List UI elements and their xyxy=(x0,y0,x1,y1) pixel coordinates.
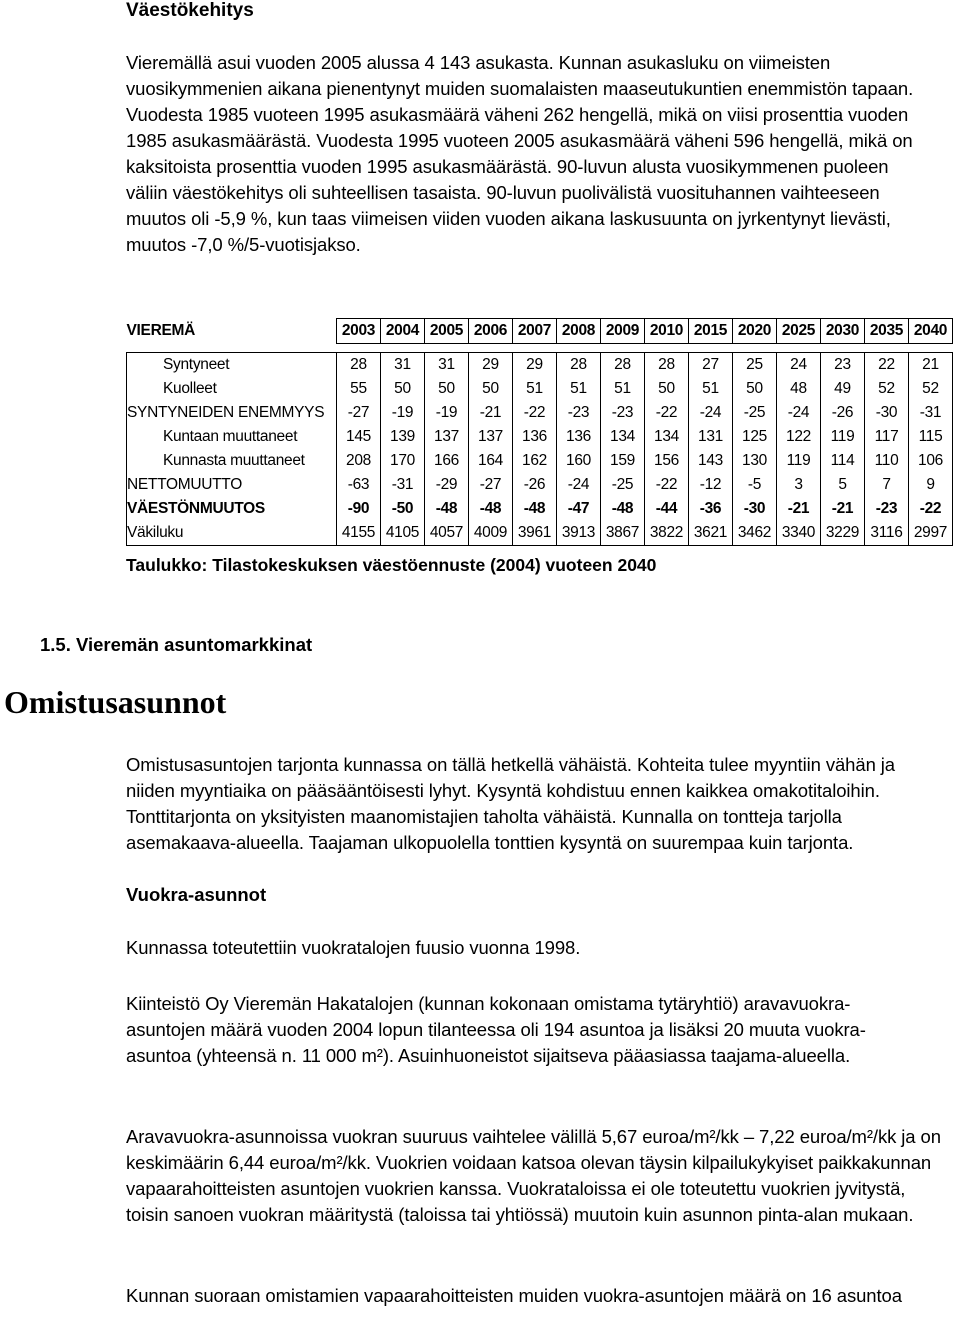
section-title: Väestökehitys xyxy=(126,0,254,21)
year-header: 2025 xyxy=(777,319,821,344)
row-label: Syntyneet xyxy=(127,353,337,378)
table-cell: 139 xyxy=(381,425,425,449)
paragraph-text: Vieremällä asui vuoden 2005 alussa 4 143 asukasta. Kunnan asukasluku on viimeisten vuosikymmenien aikana pienentynyt muiden suomalaisten maaseutukuntien enemmistön tapaan. Vuodesta 1985 vuoteen 1995 asukasmäärä väheni 262 hengellä, mikä on viisi prosenttia vuoden 1985 asukasmäärästä. Vuodesta 1995 vuoteen 2005 asukasmäärä väheni 596 hengellä, mikä on kaksitoista prosenttia vuoden 1995 asukasmäärästä. 90-luvun alusta vuosikymmenen puoleen väliin väestökehitys oli suhteellisen tasaista. 90-luvun puolivälistä vuosituhannen vaihteeseen muutos oli -5,9 %, kun taas viimeisen viiden vuoden aikana laskusuunta on jyrkentynyt lievästi, muutos -7,0 %/5-vuotisjakso. xyxy=(126,52,914,255)
table-header-label: VIEREMÄ xyxy=(126,322,196,339)
table-cell: 29 xyxy=(513,353,557,378)
table-cell: -19 xyxy=(425,401,469,425)
table-cell: 3 xyxy=(777,473,821,497)
table-header-row xyxy=(127,319,953,344)
row-label: VÄESTÖNMUUTOS xyxy=(127,497,337,521)
table-row xyxy=(127,449,953,473)
table-cell: -50 xyxy=(381,497,425,521)
paragraph-text: Kiinteistö Oy Vieremän Hakatalojen (kunnan kokonaan omistama tytäryhtiö) aravavuokra-asuntojen määrä vuoden 2004 lopun tilanteessa oli 194 asuntoa ja lisäksi 20 muuta vuokra-asuntoa (yhteensä n. 11 000 m²). Asuinhuoneistot sijaitseva pääasiassa taajama-alueella. xyxy=(126,993,866,1066)
table-row xyxy=(127,473,953,497)
table-cell: 166 xyxy=(425,449,469,473)
year-header: 2008 xyxy=(557,319,601,344)
table-cell: 3462 xyxy=(733,521,777,546)
population-table xyxy=(126,318,953,546)
table-row xyxy=(127,377,953,401)
row-label: SYNTYNEIDEN ENEMMYYS xyxy=(127,401,337,425)
table-cell: 2997 xyxy=(909,521,953,546)
year-header: 2005 xyxy=(425,319,469,344)
row-label: Kuolleet xyxy=(127,377,337,401)
table-cell: 122 xyxy=(777,425,821,449)
table-cell: 4105 xyxy=(381,521,425,546)
table-cell: -22 xyxy=(513,401,557,425)
table-cell: 51 xyxy=(689,377,733,401)
table-cell: 9 xyxy=(909,473,953,497)
table-row xyxy=(127,425,953,449)
year-header: 2006 xyxy=(469,319,513,344)
table-cell: 22 xyxy=(865,353,909,378)
table-cell: 28 xyxy=(557,353,601,378)
year-header: 2009 xyxy=(601,319,645,344)
table-cell: 162 xyxy=(513,449,557,473)
section-heading: 1.5. Vieremän asuntomarkkinat xyxy=(40,634,313,655)
table-cell: 119 xyxy=(777,449,821,473)
table-cell: 28 xyxy=(601,353,645,378)
table-cell: 115 xyxy=(909,425,953,449)
table-cell: 48 xyxy=(777,377,821,401)
table-cell: 119 xyxy=(821,425,865,449)
paragraph-rental-prices xyxy=(126,1124,941,1228)
table-cell: 143 xyxy=(689,449,733,473)
table-cell: -12 xyxy=(689,473,733,497)
table-cell: 164 xyxy=(469,449,513,473)
table-caption: Taulukko: Tilastokeskuksen väestöennuste (2004) vuoteen 2040 xyxy=(126,555,657,575)
table-cell: 208 xyxy=(337,449,381,473)
table-cell: 49 xyxy=(821,377,865,401)
table-cell: 170 xyxy=(381,449,425,473)
year-header: 2007 xyxy=(513,319,557,344)
table-cell: 3116 xyxy=(865,521,909,546)
paragraph-text: Kunnassa toteutettiin vuokratalojen fuusio vuonna 1998. xyxy=(126,937,581,958)
table-cell: 50 xyxy=(469,377,513,401)
table-row xyxy=(127,353,953,378)
table-cell: 50 xyxy=(733,377,777,401)
table-cell: 4155 xyxy=(337,521,381,546)
table-cell: 25 xyxy=(733,353,777,378)
paragraph-rental-municipal xyxy=(126,1283,916,1309)
year-header: 2020 xyxy=(733,319,777,344)
table-cell: 106 xyxy=(909,449,953,473)
table-cell: -25 xyxy=(733,401,777,425)
paragraph-rental-fusion xyxy=(126,935,926,961)
paragraph-population xyxy=(126,50,926,258)
table-cell: 51 xyxy=(557,377,601,401)
table-cell: 137 xyxy=(425,425,469,449)
table-cell: -25 xyxy=(601,473,645,497)
table-cell: 160 xyxy=(557,449,601,473)
table-cell: 136 xyxy=(513,425,557,449)
table-cell: -48 xyxy=(425,497,469,521)
paragraph-rental-count xyxy=(126,991,916,1069)
table-cell: -21 xyxy=(777,497,821,521)
table-cell: -21 xyxy=(821,497,865,521)
table-cell: 134 xyxy=(645,425,689,449)
table-cell: 21 xyxy=(909,353,953,378)
table-cell: -31 xyxy=(909,401,953,425)
table-cell: 31 xyxy=(425,353,469,378)
table-row xyxy=(127,401,953,425)
table-cell: -31 xyxy=(381,473,425,497)
table-cell: -36 xyxy=(689,497,733,521)
row-label: Kunnasta muuttaneet xyxy=(127,449,337,473)
year-header: 2035 xyxy=(865,319,909,344)
year-header: 2030 xyxy=(821,319,865,344)
table-cell: -24 xyxy=(777,401,821,425)
paragraph-text: Aravavuokra-asunnoissa vuokran suuruus vaihtelee välillä 5,67 euroa/m²/kk – 7,22 euroa/m²/kk ja on keskimäärin 6,44 euroa/m²/kk. Vuokrien voidaan katsoa olevan täysin kilpailukykyiset paikkakunnan vapaarahoitteisten asuntojen vuokrien kanssa. Vuokrataloissa ei ole toteutettu vuokrien jyvitystä, toisin sanoen vuokran määritystä (taloissa tai yhtiössä) muutoin kuin asunnon pinta-alan mukaan. xyxy=(126,1126,941,1225)
table-cell: 31 xyxy=(381,353,425,378)
table-cell: -48 xyxy=(469,497,513,521)
table-cell: -22 xyxy=(645,401,689,425)
table-cell: -24 xyxy=(557,473,601,497)
paragraph-text: Kunnan suoraan omistamien vapaarahoitteisten muiden vuokra-asuntojen määrä on 16 asuntoa xyxy=(126,1285,902,1306)
table-cell: 27 xyxy=(689,353,733,378)
table-cell: -29 xyxy=(425,473,469,497)
year-header: 2004 xyxy=(381,319,425,344)
table-cell: 131 xyxy=(689,425,733,449)
table-cell: 50 xyxy=(425,377,469,401)
table-cell: 134 xyxy=(601,425,645,449)
table-cell: -90 xyxy=(337,497,381,521)
table-cell: 24 xyxy=(777,353,821,378)
table-cell: 51 xyxy=(601,377,645,401)
year-header: 2010 xyxy=(645,319,689,344)
table-cell: 4057 xyxy=(425,521,469,546)
table-cell: -22 xyxy=(645,473,689,497)
year-header: 2015 xyxy=(689,319,733,344)
table-cell: -26 xyxy=(821,401,865,425)
table-cell: -30 xyxy=(865,401,909,425)
table-cell: 28 xyxy=(337,353,381,378)
table-cell: 3229 xyxy=(821,521,865,546)
table-cell: -21 xyxy=(469,401,513,425)
table-cell: 5 xyxy=(821,473,865,497)
paragraph-ownership xyxy=(126,752,926,856)
table-cell: -27 xyxy=(337,401,381,425)
table-cell: -19 xyxy=(381,401,425,425)
table-cell: -26 xyxy=(513,473,557,497)
table-cell: 110 xyxy=(865,449,909,473)
table-row xyxy=(127,497,953,521)
table-cell: -5 xyxy=(733,473,777,497)
table-cell: 52 xyxy=(865,377,909,401)
table-cell: 159 xyxy=(601,449,645,473)
table-cell: 125 xyxy=(733,425,777,449)
table-cell: 52 xyxy=(909,377,953,401)
table-cell: -48 xyxy=(601,497,645,521)
table-cell: 4009 xyxy=(469,521,513,546)
table-body xyxy=(127,353,953,546)
year-header: 2040 xyxy=(909,319,953,344)
paragraph-text: Omistusasuntojen tarjonta kunnassa on tällä hetkellä vähäistä. Kohteita tulee myyntiin vähän ja niiden myyntiaika on pääsääntöisesti lyhyt. Kysyntä kohdistuu ennen kaikkea omakotitaloihin. Tonttitarjonta on yksityisten maanomistajien taholta vähäistä. Kunnalla on tontteja tarjolla asemakaava-alueella. Taajaman ulkopuolella tonttien kysyntä on suurempaa kuin tarjonta. xyxy=(126,754,895,853)
table-cell: -23 xyxy=(865,497,909,521)
table-cell: -24 xyxy=(689,401,733,425)
table-cell: 50 xyxy=(645,377,689,401)
table-cell: 3913 xyxy=(557,521,601,546)
table-cell: 3867 xyxy=(601,521,645,546)
row-label: NETTOMUUTTO xyxy=(127,473,337,497)
table-cell: -23 xyxy=(601,401,645,425)
table-cell: 55 xyxy=(337,377,381,401)
table-row xyxy=(127,521,953,546)
table-cell: 3822 xyxy=(645,521,689,546)
table-cell: -27 xyxy=(469,473,513,497)
table-cell: 156 xyxy=(645,449,689,473)
table-cell: 3621 xyxy=(689,521,733,546)
row-label: Kuntaan muuttaneet xyxy=(127,425,337,449)
table-cell: -22 xyxy=(909,497,953,521)
table-cell: 130 xyxy=(733,449,777,473)
table-cell: 7 xyxy=(865,473,909,497)
table-cell: 145 xyxy=(337,425,381,449)
table-cell: -48 xyxy=(513,497,557,521)
table-cell: 23 xyxy=(821,353,865,378)
row-label: Väkiluku xyxy=(127,521,337,546)
table-cell: 3340 xyxy=(777,521,821,546)
table-cell: -30 xyxy=(733,497,777,521)
table-cell: 137 xyxy=(469,425,513,449)
subsection-title: Omistusasunnot xyxy=(4,684,227,720)
table-cell: -44 xyxy=(645,497,689,521)
table-cell: -47 xyxy=(557,497,601,521)
year-header: 2003 xyxy=(337,319,381,344)
table-cell: 117 xyxy=(865,425,909,449)
subsection-heading: Vuokra-asunnot xyxy=(126,884,267,905)
table-cell: 3961 xyxy=(513,521,557,546)
table-cell: 114 xyxy=(821,449,865,473)
table-cell: 51 xyxy=(513,377,557,401)
table-cell: -23 xyxy=(557,401,601,425)
table-cell: 50 xyxy=(381,377,425,401)
table-cell: -63 xyxy=(337,473,381,497)
table-cell: 29 xyxy=(469,353,513,378)
table-cell: 28 xyxy=(645,353,689,378)
table-cell: 136 xyxy=(557,425,601,449)
